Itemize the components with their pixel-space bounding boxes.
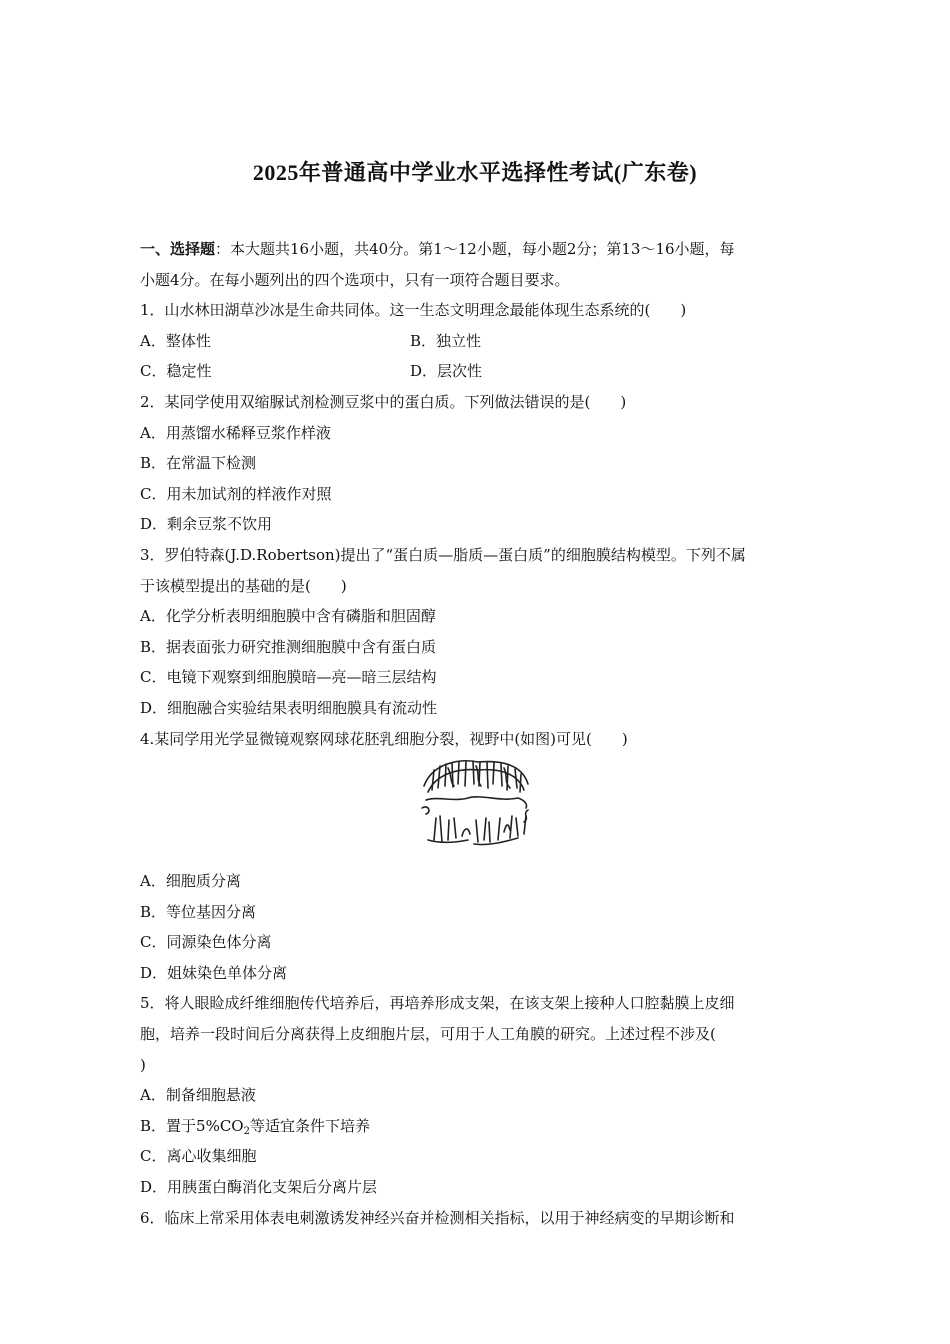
question-4-option-c: C．同源染色体分离 xyxy=(140,933,272,952)
question-3-option-d: D．细胞融合实验结果表明细胞膜具有流动性 xyxy=(140,698,438,717)
exam-content xyxy=(140,234,812,1233)
question-4-option-d: D．姐妹染色单体分离 xyxy=(140,963,288,982)
question-4-option-b: B．等位基因分离 xyxy=(140,902,257,921)
section-intro-part2: 小题4分。在每小题列出的四个选项中，只有一项符合题目要求。 xyxy=(140,270,570,289)
question-5-option-b-post: 等适宜条件下培养 xyxy=(249,1116,370,1135)
question-2-option-b: B．在常温下检测 xyxy=(140,454,257,473)
question-1-options-row-1 xyxy=(140,326,812,357)
question-2-stem: 2．某同学使用双缩脲试剂检测豆浆中的蛋白质。下列做法错误的是( ) xyxy=(140,392,627,411)
question-2-option-a: A．用蒸馏水稀释豆浆作样液 xyxy=(140,423,331,442)
question-5-option-b-pre: B．置于5%CO xyxy=(140,1116,244,1135)
question-6-stem-line-1: 6．临床上常采用体表电刺激诱发神经兴奋并检测相关指标，以用于神经病变的早期诊断和 xyxy=(140,1208,735,1227)
question-3-option-a: A．化学分析表明细胞膜中含有磷脂和胆固醇 xyxy=(140,607,436,626)
question-3-option-b: B．据表面张力研究推测细胞膜中含有蛋白质 xyxy=(140,637,437,656)
question-1-options-row-2 xyxy=(140,356,812,387)
question-5-stem-line-2: 胞，培养一段时间后分离获得上皮细胞片层，可用于人工角膜的研究。上述过程不涉及( xyxy=(140,1025,716,1044)
question-4-figure xyxy=(140,754,812,866)
question-1-option-a: A．整体性 xyxy=(140,331,211,350)
question-5-option-c: C．离心收集细胞 xyxy=(140,1147,257,1166)
question-2-option-d: D．剩余豆浆不饮用 xyxy=(140,515,273,534)
question-5-option-a: A．制备细胞悬液 xyxy=(140,1086,256,1105)
question-5-option-b-subscript: 2 xyxy=(243,1125,250,1137)
question-4-option-a: A．细胞质分离 xyxy=(140,872,241,891)
question-1-option-d: D．层次性 xyxy=(410,362,483,381)
section-intro-part1: ：本大题共16小题，共40分。第1～12小题，每小题2分；第13～16小题，每 xyxy=(215,240,735,258)
section-heading: 一、选择题 xyxy=(140,240,216,258)
question-2-option-c: C．用未加试剂的样液作对照 xyxy=(140,484,332,503)
question-5-stem-line-3: ) xyxy=(140,1055,146,1074)
section-intro-line-1 xyxy=(140,234,812,265)
question-3-stem-line-1: 3．罗伯特森(J.D.Robertson)提出了“蛋白质—脂质—蛋白质”的细胞膜结构模型。下列不属 xyxy=(140,545,746,564)
question-5-stem-line-1: 5．将人眼睑成纤维细胞传代培养后，再培养形成支架，在该支架上接种人口腔黏膜上皮细 xyxy=(140,994,735,1013)
question-3-stem-line-2: 于该模型提出的基础的是( ) xyxy=(140,576,347,595)
cell-division-micrograph-sketch xyxy=(418,756,534,848)
question-4-stem: 4.某同学用光学显微镜观察网球花胚乳细胞分裂，视野中(如图)可见( ) xyxy=(140,729,628,748)
page-title: 2025年普通高中学业水平选择性考试(广东卷) xyxy=(252,160,698,185)
question-1-stem: 1．山水林田湖草沙冰是生命共同体。这一生态文明理念最能体现生态系统的( ) xyxy=(140,301,687,320)
question-1-option-c: C．稳定性 xyxy=(140,362,212,381)
question-3-option-c: C．电镜下观察到细胞膜暗—亮—暗三层结构 xyxy=(140,668,437,687)
question-5-option-b xyxy=(140,1111,812,1142)
question-5-option-d: D．用胰蛋白酶消化支架后分离片层 xyxy=(140,1178,378,1197)
question-1-option-b: B．独立性 xyxy=(410,331,482,350)
